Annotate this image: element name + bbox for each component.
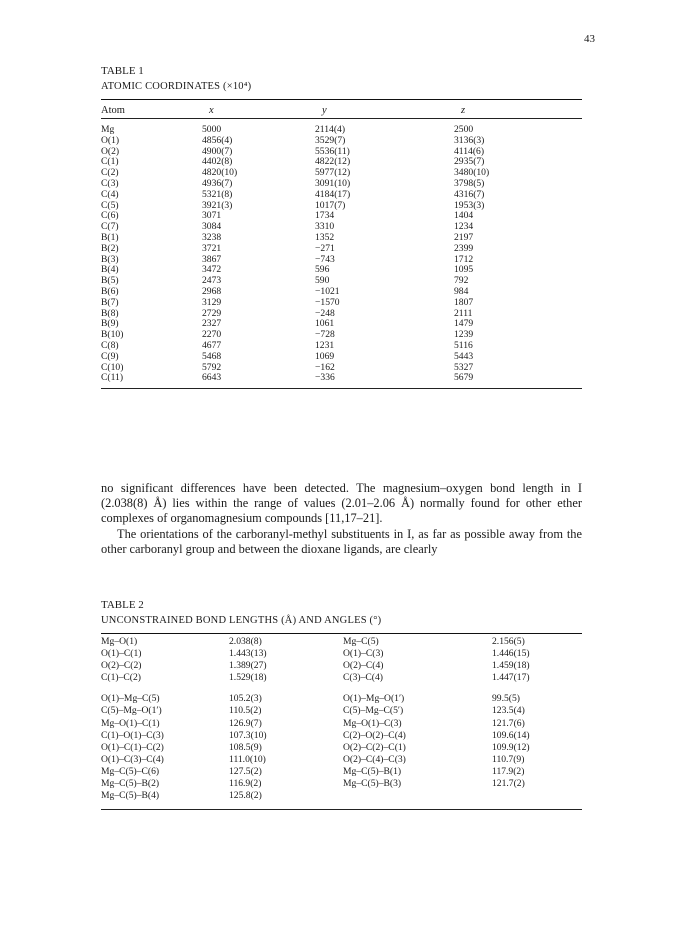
- bond-label: O(1)–Mg–O(1′): [343, 693, 405, 705]
- x-cell: 4820(10): [202, 167, 238, 179]
- x-cell: 2473: [202, 275, 222, 287]
- y-cell: −162: [315, 361, 335, 373]
- atom-cell: C(10): [101, 361, 124, 373]
- y-cell: 4822(12): [315, 156, 351, 168]
- table-row: [101, 790, 582, 802]
- z-cell: 5327: [454, 361, 474, 373]
- atom-cell: O(2): [101, 145, 120, 157]
- x-cell: 2968: [202, 285, 222, 297]
- table-row: [101, 233, 582, 244]
- table-row: [101, 648, 582, 660]
- bond-label: O(2)–C(4)–C(3): [343, 753, 406, 765]
- bond-value: 110.5(2): [229, 705, 262, 717]
- x-cell: 5321(8): [202, 188, 233, 200]
- z-cell: 4114(6): [454, 145, 485, 157]
- atom-cell: B(8): [101, 307, 119, 319]
- atom-cell: B(6): [101, 285, 119, 297]
- bond-label: C(5)–Mg–O(1′): [101, 705, 162, 717]
- table1-header: [101, 105, 582, 119]
- table-row: [101, 298, 582, 309]
- bond-value: 99.5(5): [492, 693, 520, 705]
- y-cell: −1570: [315, 296, 340, 308]
- col-header-x: x: [209, 105, 214, 116]
- table1-top-rule: [101, 99, 582, 100]
- y-cell: 1231: [315, 339, 335, 351]
- atom-cell: Mg: [101, 124, 115, 135]
- x-cell: 6643: [202, 372, 222, 384]
- atom-cell: C(6): [101, 210, 119, 222]
- bond-value: 1.446(15): [492, 648, 530, 660]
- y-cell: 4184(17): [315, 188, 351, 200]
- z-cell: 2197: [454, 231, 474, 243]
- y-cell: 596: [315, 264, 330, 276]
- x-cell: 3721: [202, 242, 222, 254]
- table-row: [101, 309, 582, 320]
- z-cell: 5116: [454, 339, 473, 351]
- bond-label: Mg–C(5)–B(3): [343, 778, 402, 790]
- table2-bottom-rule: [101, 809, 582, 810]
- table-row: [101, 319, 582, 330]
- bond-value: 116.9(2): [229, 778, 262, 790]
- table1-title: ATOMIC COORDINATES (×10⁴): [101, 81, 252, 92]
- z-cell: 5679: [454, 372, 474, 384]
- bond-value: 110.7(9): [492, 753, 525, 765]
- y-cell: 3310: [315, 221, 335, 233]
- z-cell: 2399: [454, 242, 474, 254]
- x-cell: 5000: [202, 124, 222, 135]
- y-cell: −336: [315, 372, 335, 384]
- bond-label: C(3)–C(4): [343, 672, 383, 684]
- bond-label: O(1)–C(3)–C(4): [101, 753, 164, 765]
- bond-value: 125.8(2): [229, 790, 262, 802]
- table-row: [101, 201, 582, 212]
- table-row: [101, 211, 582, 222]
- table2-top-rule: [101, 633, 582, 634]
- z-cell: 2111: [454, 307, 473, 319]
- page-number: 43: [584, 33, 595, 45]
- bond-value: 105.2(3): [229, 693, 262, 705]
- y-cell: 1017(7): [315, 199, 346, 211]
- z-cell: 1479: [454, 318, 474, 330]
- z-cell: 792: [454, 275, 469, 287]
- z-cell: 984: [454, 285, 469, 297]
- x-cell: 5792: [202, 361, 222, 373]
- x-cell: 2729: [202, 307, 222, 319]
- y-cell: −1021: [315, 285, 340, 297]
- atom-cell: B(10): [101, 329, 124, 341]
- x-cell: 4677: [202, 339, 222, 351]
- y-cell: −248: [315, 307, 335, 319]
- table-row: [101, 276, 582, 287]
- y-cell: −743: [315, 253, 335, 265]
- atom-cell: C(2): [101, 167, 119, 179]
- y-cell: 5536(11): [315, 145, 350, 157]
- table-row: [101, 363, 582, 374]
- bond-label: Mg–O(1)–C(3): [343, 717, 402, 729]
- table-row: [101, 754, 582, 766]
- table-row: [101, 693, 582, 705]
- body-text: [101, 481, 582, 557]
- bond-label: Mg–C(5): [343, 636, 379, 647]
- atom-cell: B(9): [101, 318, 119, 330]
- table-row: [101, 373, 582, 384]
- x-cell: 3129: [202, 296, 222, 308]
- bond-label: Mg–O(1)–C(1): [101, 717, 160, 729]
- table-row: [101, 136, 582, 147]
- table-row: [101, 341, 582, 352]
- bond-label: C(1)–C(2): [101, 672, 141, 684]
- bond-value: 1.529(18): [229, 672, 267, 684]
- bond-value: 121.7(2): [492, 778, 525, 790]
- z-cell: 1095: [454, 264, 474, 276]
- bond-label: C(2)–O(2)–C(4): [343, 729, 406, 741]
- table2-lengths: [101, 636, 582, 684]
- atom-cell: C(1): [101, 156, 119, 168]
- bond-value: 126.9(7): [229, 717, 262, 729]
- table-row: [101, 705, 582, 717]
- y-cell: 3529(7): [315, 134, 346, 146]
- table2-caption: TABLE 2: [101, 599, 144, 611]
- table1-body: [101, 125, 582, 384]
- y-cell: 2114(4): [315, 124, 346, 135]
- z-cell: 3798(5): [454, 177, 485, 189]
- atom-cell: C(3): [101, 177, 119, 189]
- bond-value: 111.0(10): [229, 753, 266, 765]
- x-cell: 2327: [202, 318, 222, 330]
- bond-value: 2.156(5): [492, 636, 525, 647]
- y-cell: 1061: [315, 318, 335, 330]
- bond-value: 1.447(17): [492, 672, 530, 684]
- table-row: [101, 636, 582, 648]
- y-cell: 3091(10): [315, 177, 351, 189]
- bond-label: O(1)–C(1): [101, 648, 142, 660]
- table1-caption: TABLE 1: [101, 65, 144, 77]
- bond-label: Mg–C(5)–B(4): [101, 790, 160, 802]
- bond-label: Mg–O(1): [101, 636, 138, 647]
- bond-label: O(2)–C(2)–C(1): [343, 741, 406, 753]
- x-cell: 3921(3): [202, 199, 233, 211]
- y-cell: −271: [315, 242, 335, 254]
- table2-angles: [101, 693, 582, 802]
- atom-cell: C(5): [101, 199, 119, 211]
- bond-label: Mg–C(5)–B(2): [101, 778, 160, 790]
- z-cell: 2935(7): [454, 156, 485, 168]
- atom-cell: C(9): [101, 350, 119, 362]
- x-cell: 4402(8): [202, 156, 233, 168]
- bond-value: 108.5(9): [229, 741, 262, 753]
- z-cell: 1807: [454, 296, 474, 308]
- z-cell: 4316(7): [454, 188, 485, 200]
- z-cell: 2500: [454, 124, 474, 135]
- bond-value: 121.7(6): [492, 717, 525, 729]
- table-row: [101, 718, 582, 730]
- table-row: [101, 287, 582, 298]
- x-cell: 4936(7): [202, 177, 233, 189]
- z-cell: 1234: [454, 221, 474, 233]
- bond-value: 127.5(2): [229, 765, 262, 777]
- atom-cell: O(1): [101, 134, 120, 146]
- bond-label: Mg–C(5)–C(6): [101, 765, 160, 777]
- table-row: [101, 742, 582, 754]
- atom-cell: B(2): [101, 242, 119, 254]
- y-cell: −728: [315, 329, 335, 341]
- bond-value: 123.5(4): [492, 705, 525, 717]
- atom-cell: C(7): [101, 221, 119, 233]
- bond-label: Mg–C(5)–B(1): [343, 765, 402, 777]
- table-row: [101, 255, 582, 266]
- atom-cell: B(3): [101, 253, 119, 265]
- atom-cell: B(7): [101, 296, 119, 308]
- z-cell: 3136(3): [454, 134, 485, 146]
- col-header-y: y: [322, 105, 327, 116]
- table1-bottom-rule: [101, 388, 582, 389]
- x-cell: 3867: [202, 253, 222, 265]
- z-cell: 1953(3): [454, 199, 485, 211]
- y-cell: 1069: [315, 350, 335, 362]
- bond-value: 109.6(14): [492, 729, 530, 741]
- x-cell: 3084: [202, 221, 222, 233]
- col-header-z: z: [461, 105, 466, 116]
- table-row: [101, 730, 582, 742]
- x-cell: 2270: [202, 329, 222, 341]
- bond-label: O(1)–Mg–C(5): [101, 693, 160, 705]
- y-cell: 5977(12): [315, 167, 351, 179]
- z-cell: 1404: [454, 210, 474, 222]
- paragraph-1: no significant differences have been detected. The magnesium–oxygen bond length in I (2.038(8) Å) lies within the range of values (2.01–2.06 Å) normally found for other ether complexes of organomagnesium compounds [11,17–21].: [101, 481, 582, 526]
- bond-value: 107.3(10): [229, 729, 267, 741]
- table-row: [101, 660, 582, 672]
- atom-cell: B(4): [101, 264, 119, 276]
- atom-cell: B(5): [101, 275, 119, 287]
- table-row: [101, 190, 582, 201]
- bond-label: O(1)–C(3): [343, 648, 384, 660]
- table1: [101, 105, 582, 384]
- table-row: [101, 265, 582, 276]
- x-cell: 5468: [202, 350, 222, 362]
- bond-label: C(1)–O(1)–C(3): [101, 729, 164, 741]
- y-cell: 1352: [315, 231, 335, 243]
- table-row: [101, 222, 582, 233]
- z-cell: 5443: [454, 350, 474, 362]
- col-header-atom: Atom: [101, 105, 125, 116]
- table-row: [101, 244, 582, 255]
- x-cell: 4900(7): [202, 145, 233, 157]
- bond-value: 109.9(12): [492, 741, 530, 753]
- table-row: [101, 352, 582, 363]
- table-row: [101, 766, 582, 778]
- table2: [101, 636, 582, 802]
- table-row: [101, 330, 582, 341]
- atom-cell: C(4): [101, 188, 119, 200]
- bond-value: 2.038(8): [229, 636, 262, 647]
- x-cell: 4856(4): [202, 134, 233, 146]
- atom-cell: C(11): [101, 372, 124, 384]
- x-cell: 3071: [202, 210, 222, 222]
- bond-value: 117.9(2): [492, 765, 525, 777]
- z-cell: 1712: [454, 253, 474, 265]
- table2-title: UNCONSTRAINED BOND LENGTHS (Å) AND ANGLES (°): [101, 615, 382, 626]
- table-row: [101, 778, 582, 790]
- atom-cell: B(1): [101, 231, 119, 243]
- y-cell: 1734: [315, 210, 335, 222]
- paragraph-2: The orientations of the carboranyl-methyl substituents in I, as far as possible away from the other carboranyl group and between the dioxane ligands, are clearly: [101, 526, 582, 556]
- bond-label: O(1)–C(1)–C(2): [101, 741, 164, 753]
- bond-value: 1.459(18): [492, 660, 530, 672]
- bond-value: 1.443(13): [229, 648, 267, 660]
- bond-label: O(2)–C(4): [343, 660, 384, 672]
- z-cell: 1239: [454, 329, 474, 341]
- y-cell: 590: [315, 275, 330, 287]
- bond-value: 1.389(27): [229, 660, 267, 672]
- atom-cell: C(8): [101, 339, 119, 351]
- z-cell: 3480(10): [454, 167, 490, 179]
- bond-label: C(5)–Mg–C(5′): [343, 705, 404, 717]
- bond-label: O(2)–C(2): [101, 660, 142, 672]
- x-cell: 3238: [202, 231, 222, 243]
- table-row: [101, 672, 582, 684]
- x-cell: 3472: [202, 264, 222, 276]
